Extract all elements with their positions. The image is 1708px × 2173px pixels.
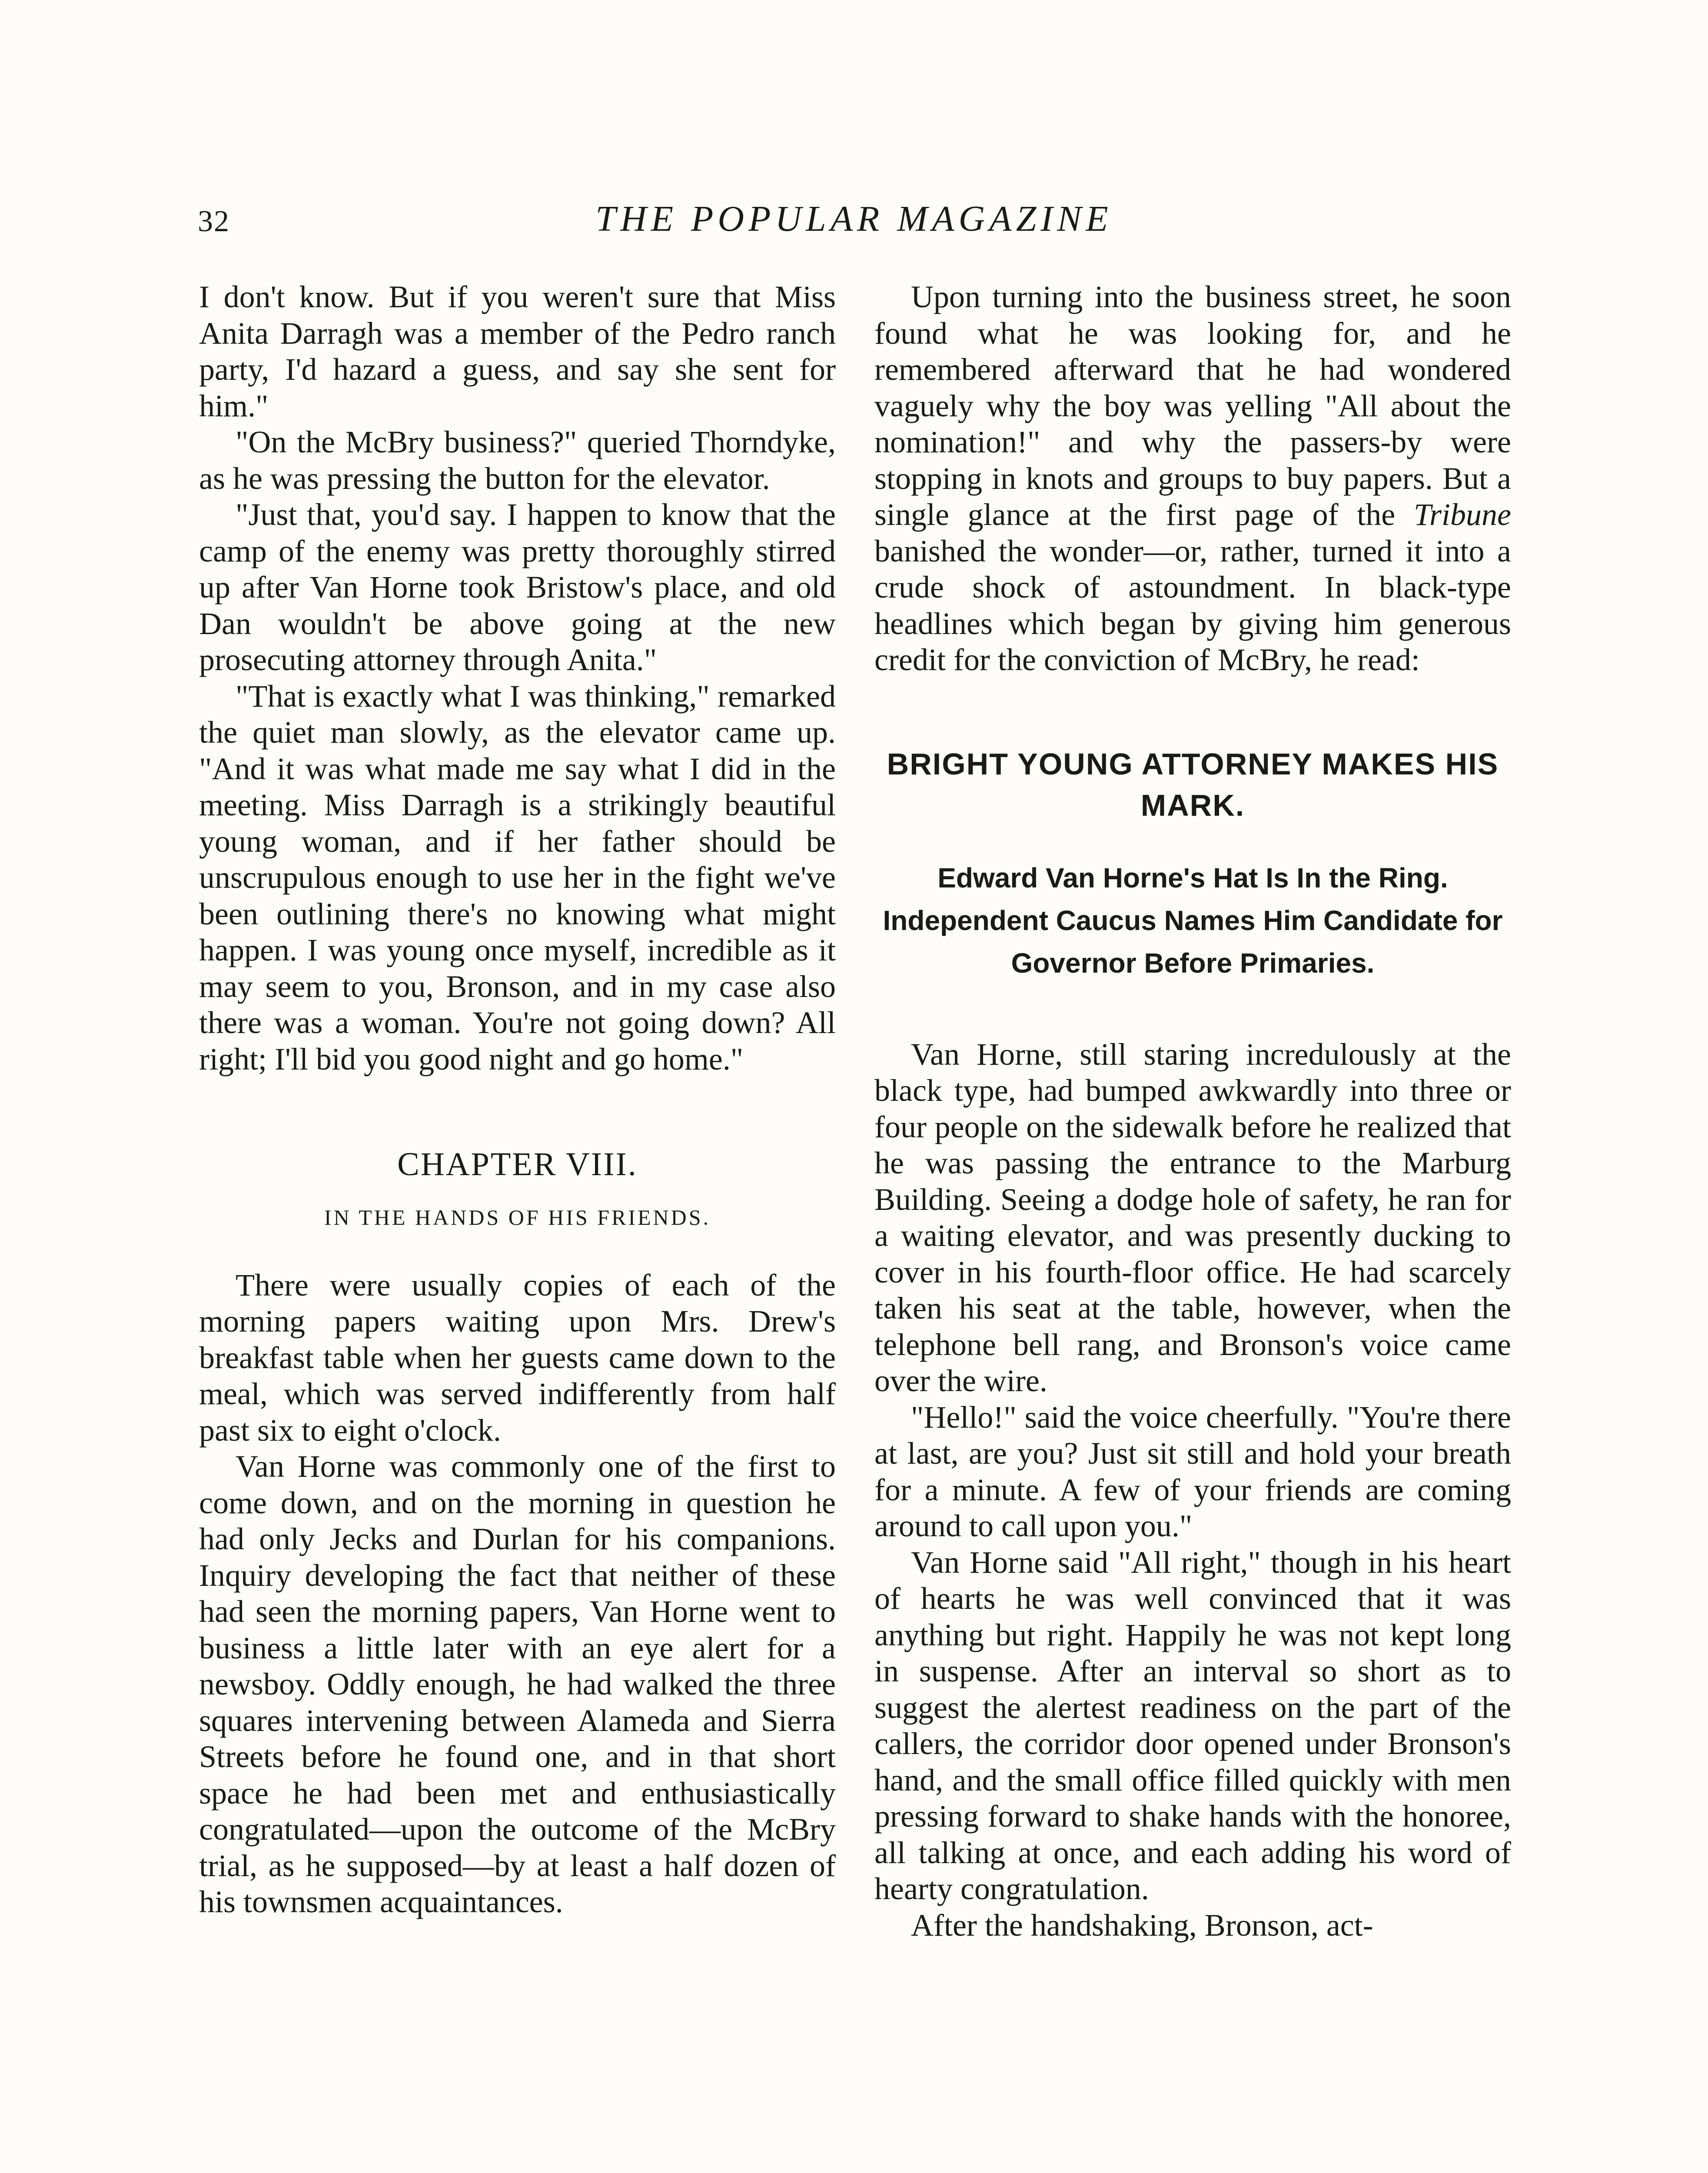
chapter-subtitle: IN THE HANDS OF HIS FRIENDS.	[324, 1205, 711, 1229]
paragraph: After the handshaking, Bronson, act-	[911, 1907, 1373, 1943]
right-column	[874, 279, 1511, 1944]
paragraph: "Hello!" said the voice cheerfully. "You're there at last, are you? Just sit still and hold your breath for a minute. A few of your friends are coming around to call upon you."	[874, 1399, 1511, 1543]
paragraph: "That is exactly what I was thinking," remarked the quiet man slowly, as the elevator came up. "And it was what made me say what I did in the meeting. Miss Darragh is a strikingly beautiful young woman, and if her father should be unscrupulous enough to use her in the fight we've been outlining there's no knowing what might happen. I was young once myself, incredible as it may seem to you, Bronson, and in my case also there was a woman. You're not going down? All right; I'll bid you good night and go home."	[199, 678, 836, 1077]
paragraph: Van Horne, still staring incredulously at the black type, had bumped awkwardly into three or four people on the sidewalk before he realized that he was passing the entrance to the Marburg Building. Seeing a dodge hole of safety, he ran for a waiting elevator, and was presently ducking to cover in his fourth-floor office. He had scarcely taken his seat at the table, however, when the telephone bell rang, and Bronson's voice came over the wire.	[874, 1037, 1511, 1398]
running-title: THE POPULAR MAGAZINE	[595, 199, 1113, 239]
newspaper-name: Tribune	[1413, 497, 1511, 532]
left-column	[199, 279, 836, 1920]
page-number: 32	[198, 205, 230, 238]
paragraph: Van Horne said "All right," though in his heart of hearts he was well convinced that it was anything but right. Happily he was not kept long in suspense. After an interval so short as to suggest the alertest readiness on the part of the callers, the corridor door opened under Bronson's hand, and the small office filled quickly with men pressing forward to shake hands with the honoree, all talking at once, and each adding his word of hearty congratulation.	[874, 1545, 1511, 1906]
paragraph: "Just that, you'd say. I happen to know that the camp of the enemy was pretty thoroughly stirred up after Van Horne took Bristow's place, and old Dan wouldn't be above going at the new prosecuting attorney through Anita."	[199, 497, 836, 677]
paragraph	[874, 279, 1511, 678]
paragraph-text: Upon turning into the business street, he soon found what he was looking for, and he remembered afterward that he had wondered vaguely why the boy was yelling "All about the nomination!" and why the passers-by were stopping in knots and groups to buy papers. But a single glance at the first page of the	[874, 279, 1511, 532]
paragraph-text: banished the wonder—or, rather, turned it into a crude shock of astoundment. In black-type headlines which began by giving him generous credit for the conviction of McBry, he read:	[874, 533, 1511, 677]
chapter-title: CHAPTER VIII.	[397, 1146, 638, 1183]
paragraph: There were usually copies of each of the morning papers waiting upon Mrs. Drew's breakfast table when her guests came down to the meal, which was served indifferently from half past six to eight o'clock.	[199, 1267, 836, 1448]
paragraph: "On the McBry business?" queried Thorndyke, as he was pressing the button for the elevator.	[199, 425, 836, 496]
paragraph: I don't know. But if you weren't sure that Miss Anita Darragh was a member of the Pedro ranch party, I'd hazard a guess, and say she sent for him."	[199, 279, 836, 423]
newspaper-headline: BRIGHT YOUNG ATTORNEY MAKES HIS MARK.	[887, 747, 1499, 822]
newspaper-subheadline: Edward Van Horne's Hat Is In the Ring. Independent Caucus Names Him Candidate for Governor Before Primaries.	[883, 862, 1503, 979]
paragraph: Van Horne was commonly one of the first to come down, and on the morning in question he had only Jecks and Durlan for his companions. Inquiry developing the fact that neither of these had seen the morning papers, Van Horne went to business a little later with an eye alert for a newsboy. Oddly enough, he had walked the three squares intervening between Alameda and Sierra Streets before he found one, and in that short space he had been met and enthusiastically congratulated—upon the outcome of the McBry trial, as he supposed—by at least a half dozen of his townsmen acquaintances.	[199, 1449, 836, 1919]
